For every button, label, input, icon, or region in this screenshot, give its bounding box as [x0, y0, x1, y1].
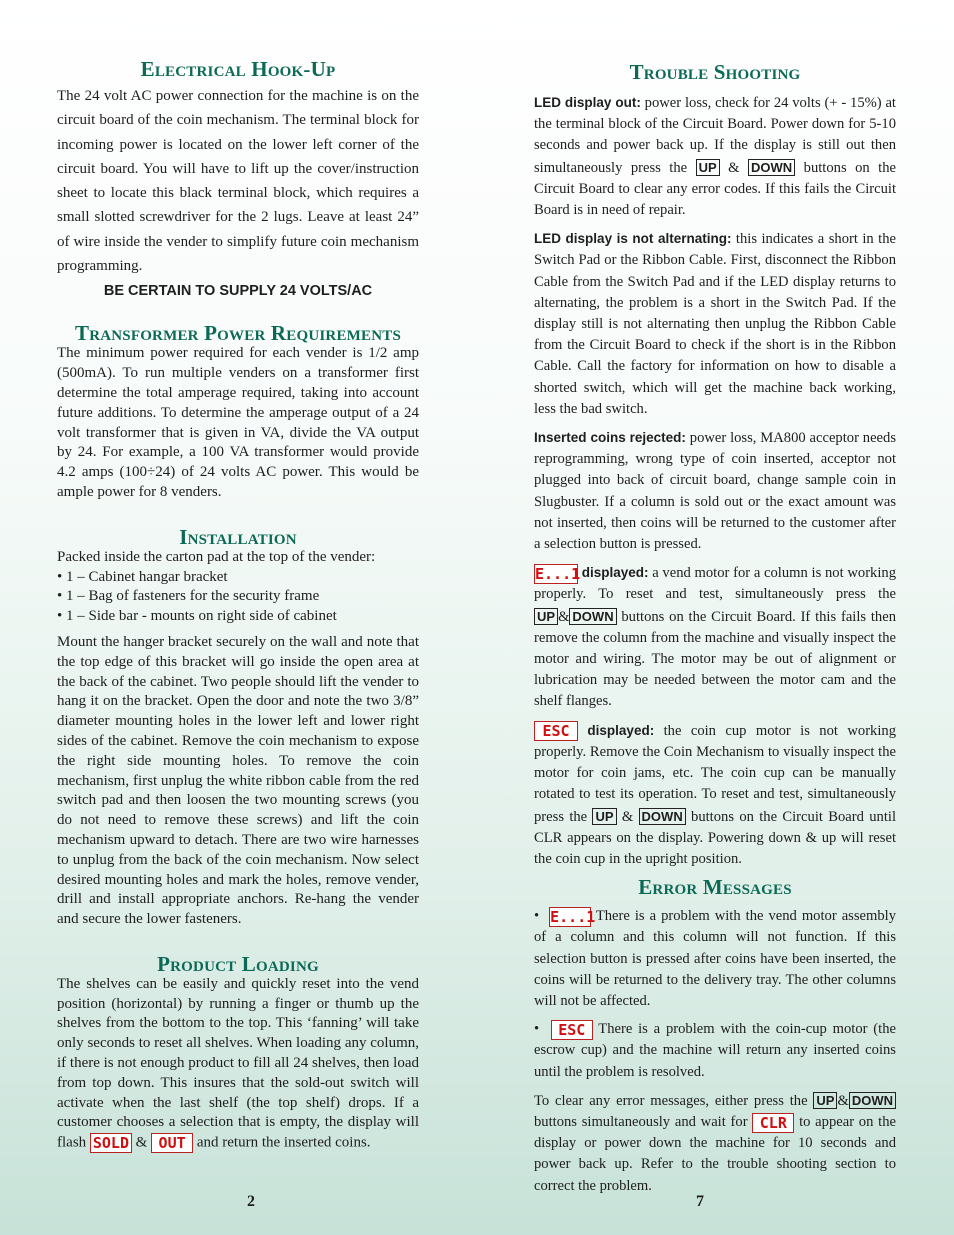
displayed-label: displayed: [587, 722, 655, 738]
led-not-alternating-label: LED display is not alternating: [534, 231, 732, 247]
transformer-heading: Transformer Power Requirements [74, 321, 402, 346]
led-display-out-text [534, 92, 896, 221]
down-key: DOWN [849, 1092, 896, 1109]
down-key: DOWN [748, 159, 795, 176]
error-esc-text [534, 1019, 896, 1083]
page-number-left: 2 [247, 1193, 255, 1210]
down-key: DOWN [639, 808, 686, 825]
text-run: buttons on the Circuit Board to clear any error codes. If this fails the Circuit Board is in need of repair. [534, 159, 896, 219]
ampersand: & [558, 608, 570, 625]
text-run: the coin cup motor is not working properly. Remove the Coin Mechanism to visually inspect the motor for coin jams, etc. The coin cup can be manually rotated to test its operation. To reset and test, simultaneously press the [534, 722, 896, 825]
electrical-hookup-heading: Electrical Hook-Up [140, 57, 336, 81]
text-run: a vend motor for a column is not working properly. To reset and test, simultaneously press the [534, 565, 896, 603]
bullet: • [534, 908, 540, 925]
error-messages-heading: Error Messages [638, 875, 792, 900]
led-not-alternating-text [534, 228, 896, 420]
ampersand: & [837, 1092, 849, 1109]
installation-heading: Installation [179, 524, 297, 549]
up-key: UP [534, 608, 558, 625]
transformer-text: The minimum power required for each vender is 1/2 amp (500mA). To run multiple venders on a transformer first determine the total amperage required, taking into account future additions. To determine the amperage output of a 24 volt transformer that is given in VA, divide the VA output by 24. For example, a 100 VA transformer would provide 4.2 amps (100÷24) of 24 volts AC power. This would be ample power for 8 venders. [57, 345, 419, 500]
error-e1-text [534, 906, 896, 1012]
up-key: UP [696, 159, 720, 176]
installation-list [57, 568, 419, 627]
voltage-note: BE CERTAIN TO SUPPLY 24 VOLTS/AC [103, 283, 373, 300]
trouble-shooting-heading: Trouble Shooting [629, 60, 801, 84]
text-run: buttons on the Circuit Board until CLR appears on the display. Powering down & up will reset the coin cup in the upright position. [534, 808, 896, 867]
led-display-out-label: LED display out: [534, 95, 641, 110]
led-sold: SOLD [90, 1133, 132, 1153]
text-run: buttons on the Circuit Board. If this fails then remove the column from the machine and visually inspect the motor and wiring. The motor may be out of alignment or lubrication may be needed between the motor cam and the shelf flanges. [534, 608, 896, 710]
down-key: DOWN [569, 608, 616, 625]
text-run: To clear any error messages, either press the [534, 1092, 814, 1109]
electrical-hookup-text: The 24 volt AC power connection for the machine is on the circuit board of the coin mechanism. The terminal block for incoming power is located on the lower left corner of the circuit board. You will have to lift up the cover/instruction sheet to locate this black terminal block, which requires a small slotted screwdriver for the 2 lugs. Leave at least 24” of wire inside the vender to simplify future coin mechanism programming. [57, 88, 419, 275]
product-loading-heading: Product Loading [157, 951, 319, 976]
clear-errors-text [534, 1090, 896, 1197]
led-e1: E...1 [550, 907, 596, 926]
displayed-label: displayed: [581, 565, 649, 581]
product-loading-body: The shelves can be easily and quickly reset into the vend position (horizontal) by running a finger or thumb up the shelves from the bottom to the top. This ‘fanning’ will take only seconds to reset all shelves. When loading any column, if there is not enough product to fill all 24 shelves, then load from top down. This insures that the sold-out switch will activate when the last shelf (the top shelf) drops. If a customer chooses a selection that is empty, the display will flash [57, 975, 420, 1151]
up-key: UP [813, 1092, 837, 1109]
text-run: to appear on the display or power down the machine for 10 seconds and power back up. Refer to the trouble shooting section to correct the problem. [534, 1113, 896, 1194]
bullet: • [534, 1021, 540, 1038]
led-out: OUT [151, 1133, 193, 1153]
text-run: power loss, check for 24 volts (+ - 15%) at the terminal block of the Circuit Board. Power down for 5-10 seconds and power back up. If the display is still out then simultaneously press the [534, 95, 896, 176]
e1-displayed-text [534, 562, 896, 712]
text-run: buttons simultaneously and wait for [534, 1113, 753, 1130]
installation-intro: Packed inside the carton pad at the top of the vender: [57, 548, 376, 565]
coins-rejected-text [534, 427, 896, 555]
list-item: • 1 – Bag of fasteners for the security frame [57, 588, 320, 605]
text-run: this indicates a short in the Switch Pad or the Ribbon Cable. First, disconnect the Ribbon Cable from the Switch Pad and if the LED display returns to alternating, the problem is a short in the Switch Pad. If the display still is not alternating then unplug the Ribbon Cable from the Circuit Board to check if the short is in the Ribbon Cable. Call the factory for information on how to disable a shorted switch, which will get the machine back working, less the bad switch. [534, 231, 896, 417]
ampersand: & [135, 1134, 148, 1151]
right-column [534, 0, 896, 1197]
page-number-right: 7 [696, 1193, 704, 1210]
led-e1: E...1 [535, 564, 581, 583]
led-esc: ESC [534, 721, 578, 741]
ampersand: & [728, 159, 740, 176]
text-run: power loss, MA800 acceptor needs reprogramming, wrong type of coin inserted, acceptor not plugged into back of circuit board, change sample coin in Slugbuster. If a column is sold out or the exact amount was not inserted, then coins will be returned to the customer after a selection button is pressed. [534, 430, 896, 553]
esc-displayed-text [534, 720, 896, 870]
list-item: • 1 – Cabinet hangar bracket [57, 568, 228, 585]
text-run: There is a problem with the coin-cup motor (the escrow cup) and the machine will return any inserted coins until the problem is resolved. [534, 1021, 896, 1080]
product-loading-text [57, 975, 419, 1154]
coins-rejected-label: Inserted coins rejected: [534, 430, 686, 446]
led-esc: ESC [551, 1020, 593, 1040]
up-key: UP [592, 808, 616, 825]
product-loading-tail: and return the inserted coins. [196, 1134, 371, 1151]
left-column [57, 0, 419, 1154]
text-run: There is a problem with the vend motor assembly of a column and this column will not function. If this selection button is pressed after coins have been inserted, the coins will be returned to the delivery tray. The other columns will not be affected. [534, 908, 897, 1009]
list-item: • 1 – Side bar - mounts on right side of cabinet [57, 608, 337, 625]
ampersand: & [621, 808, 634, 825]
installation-text: Mount the hanger bracket securely on the wall and note that the top edge of this bracket will go inside the open area at the back of the cabinet. Two people should lift the vender to hang it on the bracket. Open the door and note the two 3/8” diameter mounting holes in the lower left and lower right sides of the cabinet. Remove the coin mechanism to expose the right side mounting holes. To remove the coin mechanism, first unplug the white ribbon cable from the red switch pad and then loosen the two mounting screws (you do not need to remove these screws) and lift the coin mechanism upward to detach. There are two wire harnesses to unplug from the back of the coin mechanism. Now select desired mounting holes and mark the holes, remove vender, drill and install appropriate anchors. Re-hang the vender and secure the lower fasteners. [57, 633, 419, 928]
led-clr: CLR [752, 1113, 794, 1133]
